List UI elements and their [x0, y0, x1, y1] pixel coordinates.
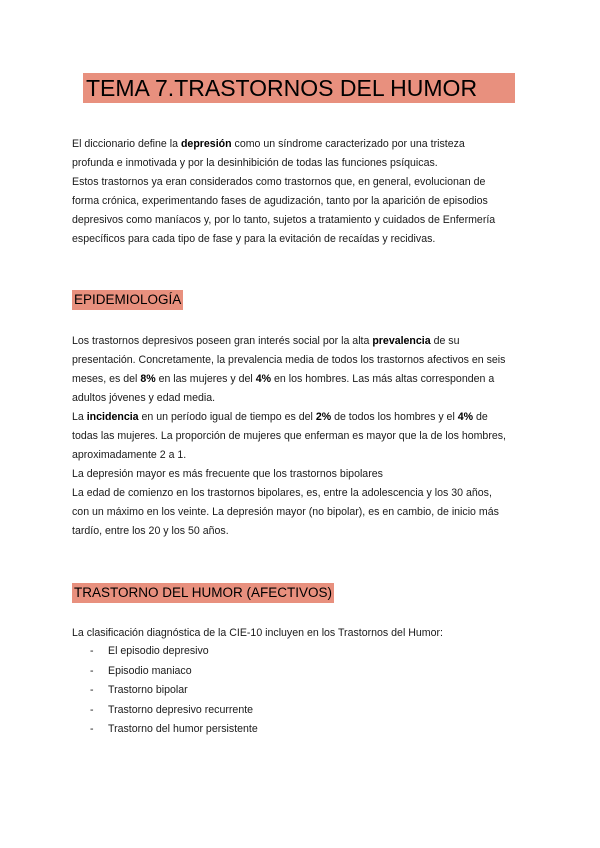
intro-line-1 — [72, 135, 532, 154]
dash-bullet: - — [90, 664, 94, 677]
dash-bullet: - — [90, 723, 94, 736]
trastorno-heading: TRASTORNO DEL HUMOR (AFECTIVOS) — [72, 583, 334, 603]
bold-value: 4% — [457, 411, 474, 423]
list-item-text: El episodio depresivo — [108, 645, 209, 657]
page-title: TEMA 7.TRASTORNOS DEL HUMOR — [83, 73, 515, 103]
epi-line-5 — [72, 408, 532, 427]
dash-bullet: - — [90, 703, 94, 716]
epi-line-7: aproximadamente 2 a 1. — [72, 449, 187, 461]
bold-value: 4% — [255, 373, 272, 385]
text-span: como un síndrome caracterizado por una tristeza — [231, 138, 465, 150]
dash-bullet: - — [90, 684, 94, 697]
epi-line-8: La depresión mayor es más frecuente que los trastornos bipolares — [72, 468, 383, 480]
intro-line-2: profunda e inmotivada y por la desinhibición de todas las funciones psíquicas. — [72, 157, 438, 169]
bold-term-incidencia: incidencia — [86, 411, 139, 423]
epi-line-4: adultos jóvenes y edad media. — [72, 392, 216, 404]
intro-line-6: específicos para cada tipo de fase y para la evitación de recaídas y recidivas. — [72, 233, 436, 245]
list-item — [72, 681, 258, 701]
epi-line-1 — [72, 332, 532, 351]
list-item-text: Episodio maniaco — [108, 664, 192, 677]
epidemiologia-heading: EPIDEMIOLOGÍA — [72, 290, 183, 310]
list-item-text: Trastorno depresivo recurrente — [108, 703, 254, 716]
text-span: en un período igual de tiempo es del — [138, 411, 316, 423]
bold-term-prevalencia: prevalencia — [372, 335, 431, 347]
epi-line-10: con un máximo en los veinte. La depresión mayor (no bipolar), es en cambio, de inicio más — [72, 506, 499, 518]
epi-line-9: La edad de comienzo en los trastornos bipolares, es, entre la adolescencia y los 30 años, — [72, 487, 492, 499]
text-span: El diccionario define la — [72, 138, 181, 150]
text-span: de su — [430, 335, 460, 347]
intro-line-4: forma crónica, experimentando fases de agudización, tanto por la aparición de episodios — [72, 195, 488, 207]
list-item — [72, 720, 258, 740]
bold-term-depresion: depresión — [180, 138, 232, 150]
trastorno-list — [72, 642, 258, 740]
text-span: en los hombres. Las más altas corresponden a — [271, 373, 495, 385]
epidemiologia-paragraph — [72, 332, 532, 541]
text-span: La — [72, 411, 87, 423]
list-item — [72, 662, 258, 682]
list-item-text: Trastorno bipolar — [108, 684, 188, 697]
intro-line-5: depresivos como maníacos y, por lo tanto, sujetos a tratamiento y cuidados de Enfermería — [72, 214, 496, 226]
text-span: meses, es del — [72, 373, 141, 385]
epi-line-11: tardío, entre los 20 y los 50 años. — [72, 525, 229, 537]
epi-line-6: todas las mujeres. La proporción de mujeres que enferman es mayor que la de los hombres, — [72, 430, 506, 442]
list-item-text: Trastorno del humor persistente — [108, 723, 258, 736]
intro-paragraph — [72, 135, 532, 249]
dash-bullet: - — [90, 645, 94, 657]
text-span: Los trastornos depresivos poseen gran interés social por la alta — [72, 335, 373, 347]
text-span: en las mujeres y del — [155, 373, 256, 385]
list-item — [72, 701, 258, 721]
trastorno-intro: La clasificación diagnóstica de la CIE-10 incluyen en los Trastornos del Humor: — [72, 627, 443, 639]
bold-value: 8% — [140, 373, 156, 385]
list-item — [72, 642, 258, 662]
epi-line-3 — [72, 370, 532, 389]
bold-value: 2% — [315, 411, 332, 423]
text-span: de — [473, 411, 488, 423]
text-span: de todos los hombres y el — [331, 411, 458, 423]
intro-line-3: Estos trastornos ya eran considerados como trastornos que, en general, evolucionan de — [72, 176, 486, 188]
epi-line-2: presentación. Concretamente, la prevalencia media de todos los trastornos afectivos en seis — [72, 354, 506, 366]
